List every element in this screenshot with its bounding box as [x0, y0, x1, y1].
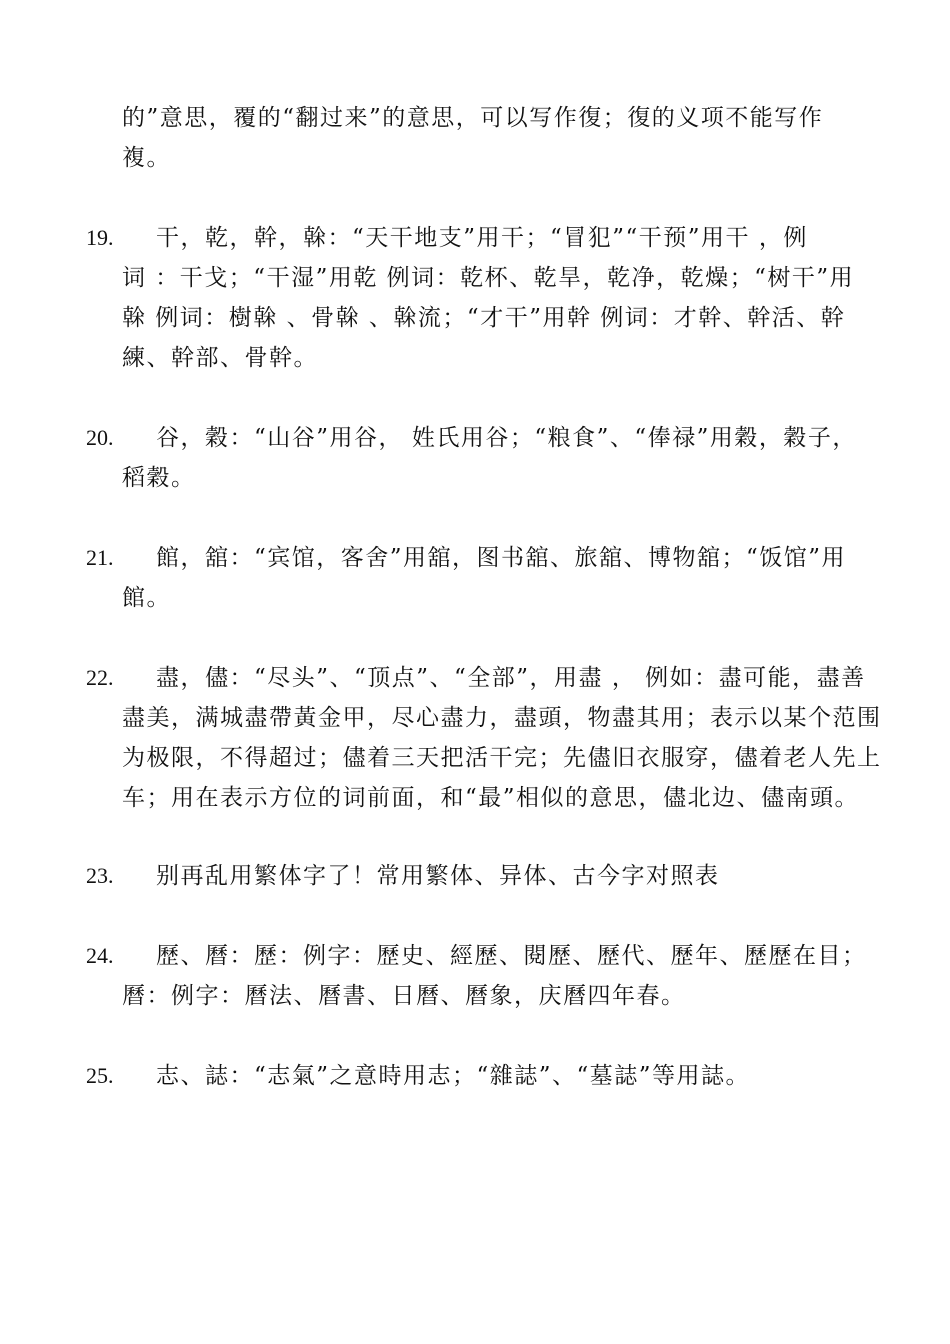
text-line: 練、幹部、骨幹。 [122, 345, 318, 371]
text-line: 的”意思，覆的“翻过来”的意思，可以写作復；復的义项不能写作 [122, 105, 824, 131]
item-number: 25. [86, 1063, 114, 1088]
text-line: 别再乱用繁体字了！常用繁体、异体、古今字对照表 [156, 863, 720, 889]
text-line: 館。 [122, 585, 171, 611]
text-line: 词 ：干戈；“干湿”用乾 例词：乾杯、乾旱，乾净，乾燥；“树干”用 [122, 265, 855, 291]
text-line: 干，乾，幹，榦：“天干地支”用干；“冒犯”“干预”用干 ，例 [156, 225, 808, 251]
text-line: 盡美，满城盡帶黃金甲，尽心盡力，盡頭，物盡其用；表示以某个范围 [122, 705, 882, 731]
text-line: 稻穀。 [122, 465, 196, 491]
text-line: 志、誌：“志氣”之意時用志；“雜誌”、“墓誌”等用誌。 [156, 1063, 751, 1089]
item-number: 24. [86, 943, 114, 968]
text-line: 歷、曆：歷：例字：歷史、經歷、閱歷、歷代、歷年、歷歷在目； [156, 943, 867, 969]
text-line: 为极限，不得超过；儘着三天把活干完；先儘旧衣服穿，儘着老人先上 [122, 745, 882, 771]
text-line: 车；用在表示方位的词前面，和“最”相似的意思，儘北边、儘南頭。 [122, 785, 860, 811]
item-number: 21. [86, 545, 114, 570]
item-number: 20. [86, 425, 114, 450]
text-line: 谷，穀：“山谷”用谷， 姓氏用谷；“粮食”、“俸禄”用穀，穀子， [156, 425, 857, 451]
text-line: 榦 例词：樹榦 、骨榦 、榦流；“才干”用幹 例词：才幹、幹活、幹 [122, 305, 846, 331]
item-number: 22. [86, 665, 114, 690]
text-line: 館，舘：“宾馆，客舍”用舘，图书舘、旅舘、博物舘；“饭馆”用 [156, 545, 847, 571]
text-line: 曆：例字：曆法、曆書、日曆、曆象，庆曆四年春。 [122, 983, 686, 1009]
text-line: 複。 [122, 145, 171, 171]
text-line: 盡，儘：“尽头”、“顶点”、“全部”，用盡 ， 例如：盡可能，盡善 [156, 665, 866, 691]
item-number: 23. [86, 863, 114, 888]
item-number: 19. [86, 225, 114, 250]
